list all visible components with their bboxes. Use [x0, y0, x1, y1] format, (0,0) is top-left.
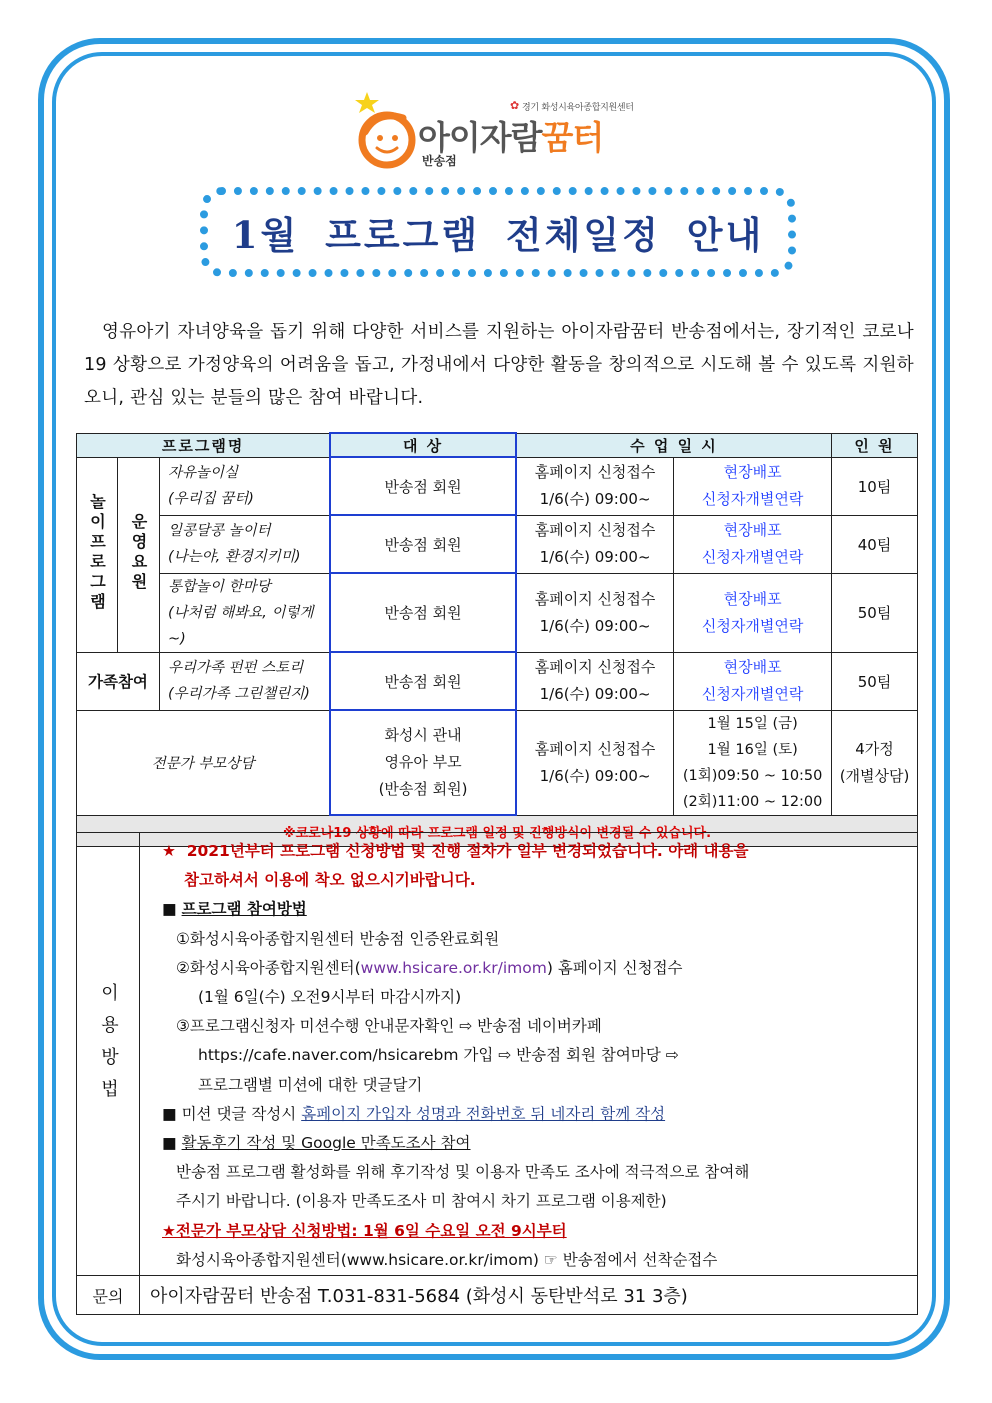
contact-row [77, 1276, 918, 1315]
distribution-cell [674, 515, 832, 573]
program-name: 통합놀이 한마당 [167, 578, 271, 595]
expert-target-line3: (반송점 회원) [378, 780, 468, 798]
apply-method: 홈페이지 신청접수 [534, 521, 656, 539]
group-family-cell: 가족참여 [77, 652, 160, 710]
section2: ■ 미션 댓글 작성시 홈페이지 가입자 성명과 전화번호 뒤 네자리 함께 작성 [162, 1104, 666, 1123]
schedule-table [76, 432, 918, 847]
distribution-contact: 신청자개별연락 [701, 685, 804, 703]
expert-time1: (1회)09:50 ~ 10:50 [682, 767, 823, 784]
logo-name-part1: 아이자람 [418, 118, 542, 157]
distribution-method: 현장배포 [723, 463, 782, 481]
contact-label: 문의 [77, 1276, 140, 1315]
program-name: 우리가족 펀펀 스토리 [167, 660, 304, 676]
distribution-cell [674, 573, 832, 652]
section4-body: 화성시육아종합지원센터(www.hsicare.or.kr/imom) ☞ 반송점에서 선착순접수 [176, 1250, 718, 1269]
distribution-contact: 신청자개별연락 [701, 548, 804, 566]
apply-method: 홈페이지 신청접수 [534, 658, 656, 676]
expert-target-cell [330, 710, 516, 815]
table-row [77, 457, 918, 515]
group-operation-label: 운영요원 [128, 512, 148, 593]
section1-title-text: 프로그램 참여방법 [181, 900, 307, 919]
item3-end: 프로그램별 미션에 대한 댓글달기 [198, 1075, 423, 1094]
program-name-cell [159, 652, 330, 710]
item3-link-line[interactable]: https://cafe.naver.com/hsicarebm 가입 ⇨ 반송점 회원 참여마당 ⇨ [198, 1046, 679, 1065]
program-name-cell [159, 457, 330, 515]
program-subtitle: (나처럼 해봐요, 이렇게~) [167, 604, 314, 647]
program-name: 자유놀이실 [167, 465, 238, 481]
apply-method: 홈페이지 신청접수 [534, 739, 656, 758]
apply-date: 1/6(수) 09:00~ [539, 616, 651, 635]
target-cell: 반송점 회원 [330, 573, 516, 652]
target-cell: 반송점 회원 [330, 515, 516, 573]
item2-link[interactable]: www.hsicare.or.kr/imom [360, 958, 547, 977]
apply-method: 홈페이지 신청접수 [534, 589, 656, 608]
expert-date-cell [674, 710, 832, 815]
logo-subtitle: 경기 화성시육아종합지원센터 [522, 103, 634, 113]
group-play-label: 놀이프로그램 [87, 492, 107, 613]
section4-title-text: ★전문가 부모상담 신청방법: 1월 6일 수요일 오전 9시부터 [162, 1221, 567, 1240]
program-subtitle: (우리집 꿈터) [167, 491, 254, 507]
usage-body [140, 833, 918, 1276]
logo-branch: 반송점 [422, 154, 457, 168]
usage-label-cell [77, 833, 140, 1276]
apply-date: 1/6(수) 09:00~ [539, 685, 651, 703]
target-cell: 반송점 회원 [330, 652, 516, 710]
distribution-contact: 신청자개별연락 [701, 616, 804, 635]
item2-prefix: ②화성시육아종합지원센터( [176, 958, 361, 977]
item2 [162, 954, 907, 983]
section4-title [162, 1217, 907, 1246]
distribution-contact: 신청자개별연락 [701, 490, 804, 508]
expert-target-line2: 영유아 부모 [384, 753, 462, 771]
table-row [77, 652, 918, 710]
apply-cell [516, 457, 674, 515]
expert-people: 4가정 [855, 739, 894, 758]
table-header-row [77, 433, 918, 457]
usage-label: 이용방법 [98, 982, 119, 1111]
logo-mark-icon: ✿ [510, 99, 520, 112]
distribution-method: 현장배포 [723, 589, 782, 608]
header-people: 인 원 [832, 433, 918, 457]
expert-date2: 1월 16일 (토) [707, 741, 798, 758]
program-name: 일콩달콩 놀이터 [167, 523, 271, 539]
section1-title: ■ 프로그램 참여방법 [162, 900, 307, 919]
program-name-cell [159, 573, 330, 652]
header-schedule: 수 업 일 시 [516, 433, 832, 457]
section3-title: ■ 활동후기 작성 및 Google 만족도조사 참여 [162, 1134, 471, 1153]
table-row [77, 515, 918, 573]
distribution-cell [674, 457, 832, 515]
item2-period: (1월 6일(수) 오전9시부터 마감시까지) [198, 988, 462, 1007]
notice-star-icon: ★ [162, 842, 176, 860]
section3-title-text: 활동후기 작성 및 Google 만족도조사 참여 [181, 1134, 471, 1153]
page-title: 1월 프로그램 전체일정 안내 [231, 213, 765, 257]
section2-underlined: 홈페이지 가입자 성명과 전화번호 뒤 네자리 함께 작성 [301, 1104, 666, 1123]
distribution-cell [674, 652, 832, 710]
notice-line2: 참고하셔서 이용에 착오 없으시기바랍니다. [184, 871, 476, 890]
apply-date: 1/6(수) 09:00~ [539, 548, 651, 566]
item1: ①화성시육아종합지원센터 반송점 인증완료회원 [176, 929, 500, 948]
table-row-expert [77, 710, 918, 815]
distribution-method: 현장배포 [723, 521, 782, 539]
distribution-method: 현장배포 [723, 658, 782, 676]
contact-body: 아이자람꿈터 반송점 T.031-831-5684 (화성시 동탄반석로 31 3층) [140, 1276, 918, 1315]
usage-row [77, 833, 918, 1276]
table-row [77, 573, 918, 652]
apply-cell [516, 515, 674, 573]
expert-name-cell: 전문가 부모상담 [77, 710, 331, 815]
title-box [200, 187, 796, 277]
section3-body2: 주시기 바랍니다. (이용자 만족도조사 미 참여시 차기 프로그램 이용제한) [176, 1192, 667, 1211]
program-subtitle: (우리가족 그린챌린지) [167, 686, 310, 702]
section3-body1: 반송점 프로그램 활성화를 위해 후기작성 및 이용자 만족도 조사에 적극적으로 참여해 [176, 1163, 750, 1182]
apply-date: 1/6(수) 09:00~ [539, 766, 651, 785]
group-operation-cell [117, 457, 159, 652]
apply-cell [516, 573, 674, 652]
expert-people-cell [832, 710, 918, 815]
people-cell: 10팀 [832, 457, 918, 515]
apply-date: 1/6(수) 09:00~ [539, 490, 651, 508]
program-name-cell [159, 515, 330, 573]
expert-apply-cell [516, 710, 674, 815]
people-cell: 40팀 [832, 515, 918, 573]
item2-suffix: ) 홈페이지 신청접수 [546, 958, 683, 977]
intro-text: 영유아기 자녀양육을 돕기 위해 다양한 서비스를 지원하는 아이자람꿈터 반송점에서는, 장기적인 코로나19 상황으로 가정양육의 어려움을 돕고, 가정내에서 다양한 활동을 창의적으로 시도해 볼 수 있도록 지원하오니, 관심 있는 분들의 많은 참여 바랍니다. [84, 322, 914, 408]
group-play-cell [77, 457, 118, 652]
header-program: 프로그램명 [77, 433, 331, 457]
section2-prefix: 미션 댓글 작성시 [181, 1104, 297, 1123]
expert-time2: (2회)11:00 ~ 12:00 [682, 793, 823, 810]
intro-paragraph [84, 316, 914, 415]
people-cell: 50팀 [832, 573, 918, 652]
program-subtitle: (나는야, 환경지키미) [167, 549, 301, 565]
table-note: ※코로나19 상황에 따라 프로그램 일정 및 진행방식이 변경될 수 있습니다. [77, 815, 918, 847]
people-cell: 50팀 [832, 652, 918, 710]
header-target: 대 상 [330, 433, 516, 457]
apply-method: 홈페이지 신청접수 [534, 463, 656, 481]
item3: ③프로그램신청자 미션수행 안내문자확인 ⇨ 반송점 네이버카페 [176, 1017, 602, 1036]
notice-text1: 2021년부터 프로그램 신청방법 및 진행 절차가 일부 변경되었습니다. 아래 내용을 [186, 842, 749, 860]
expert-people-type: (개별상담) [839, 766, 910, 785]
expert-date1: 1월 15일 (금) [707, 715, 798, 732]
usage-table [76, 832, 918, 1315]
target-cell: 반송점 회원 [330, 457, 516, 515]
apply-cell [516, 652, 674, 710]
expert-target-line1: 화성시 관내 [384, 726, 462, 744]
logo-name-part2: 꿈터 [541, 118, 604, 157]
notice-line1 [162, 837, 907, 866]
